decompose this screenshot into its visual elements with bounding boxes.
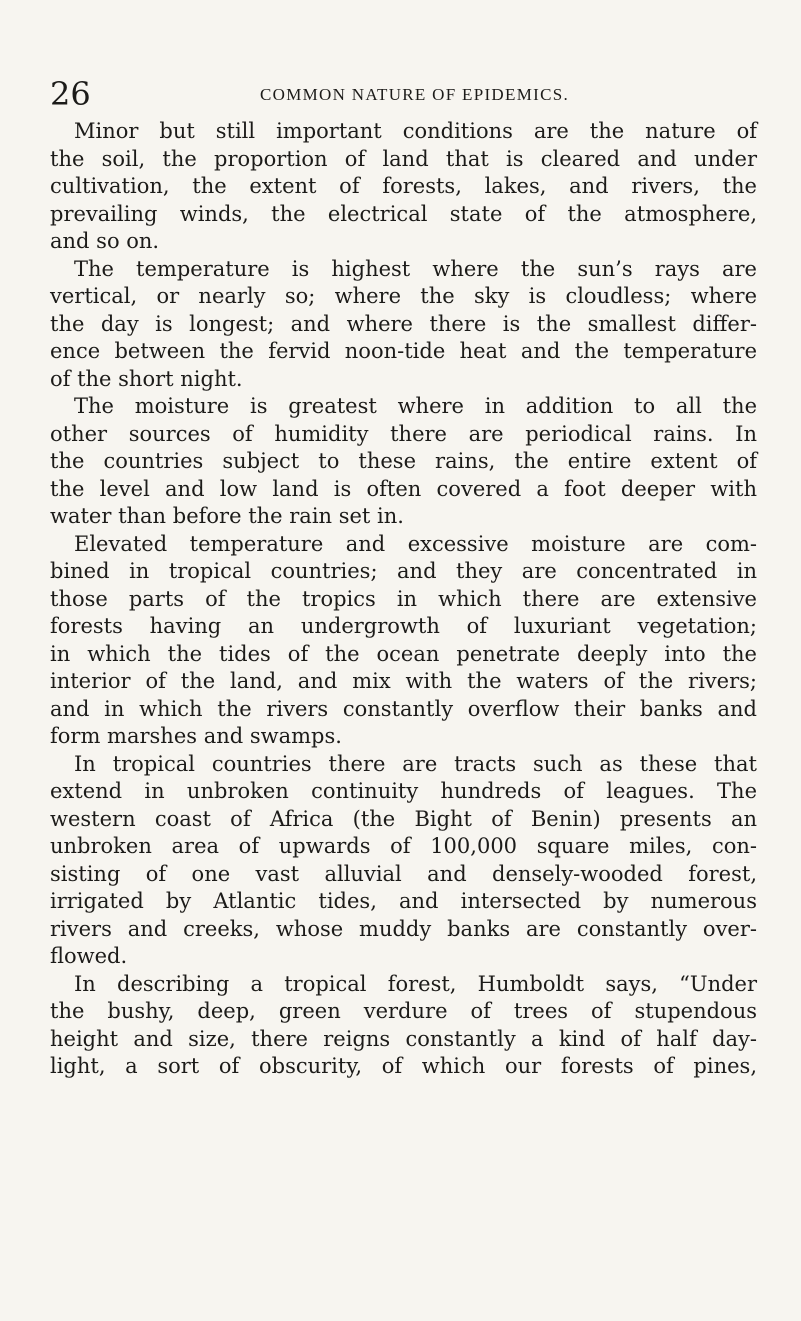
text-line: other sources of humidity there are periodical rains. In <box>50 421 757 446</box>
text-line: western coast of Africa (the Bight of Benin) presents an <box>50 806 757 831</box>
text-line: flowed. <box>50 944 128 968</box>
text-line: ence between the fervid noon-tide heat and the temperature <box>50 339 757 363</box>
text-line: height and size, there reigns constantly a kind of half day- <box>50 1026 757 1051</box>
text-line: Elevated temperature and excessive moisture are com- <box>74 531 757 556</box>
text-line: cultivation, the extent of forests, lakes, and rivers, the <box>50 174 757 198</box>
text-line: vertical, or nearly so; where the sky is cloudless; where <box>50 284 757 308</box>
text-line: unbroken area of upwards of 100,000 square miles, con- <box>50 834 757 858</box>
text-line: forests having an undergrowth of luxuriant vegetation; <box>50 614 757 638</box>
text-line: the soil, the proportion of land that is cleared and under <box>50 146 757 171</box>
text-line: In tropical countries there are tracts such as these that <box>74 751 757 776</box>
text-line: Minor but still important conditions are the nature of <box>74 119 757 143</box>
body-text <box>50 118 757 1081</box>
text-line: bined in tropical countries; and they are concentrated in <box>50 559 757 583</box>
text-line: water than before the rain set in. <box>50 504 404 528</box>
text-line: the level and low land is often covered a foot deeper with <box>50 476 757 501</box>
text-line: sisting of one vast alluvial and densely-wooded forest, <box>50 861 757 886</box>
text-line: form marshes and swamps. <box>50 724 342 748</box>
text-line: irrigated by Atlantic tides, and intersected by numerous <box>50 889 757 913</box>
text-line: the countries subject to these rains, the entire extent of <box>50 449 757 473</box>
text-line: the day is longest; and where there is the smallest differ- <box>50 311 757 336</box>
text-line: and so on. <box>50 229 160 253</box>
text-line: extend in unbroken continuity hundreds of leagues. The <box>50 779 757 803</box>
text-line: light, a sort of obscurity, of which our forests of pines, <box>50 1054 757 1078</box>
text-line: prevailing winds, the electrical state of the atmosphere, <box>50 201 757 226</box>
text-line: interior of the land, and mix with the waters of the rivers; <box>50 669 757 693</box>
text-line: and in which the rivers constantly overflow their banks and <box>50 696 757 721</box>
text-line: those parts of the tropics in which there are extensive <box>50 586 757 611</box>
text-line: The temperature is highest where the sun’s rays are <box>74 256 757 281</box>
page-header <box>50 74 761 114</box>
text-line: in which the tides of the ocean penetrate deeply into the <box>50 641 757 666</box>
text-line: The moisture is greatest where in addition to all the <box>74 394 757 418</box>
running-head: COMMON NATURE OF EPIDEMICS. <box>260 85 570 104</box>
text-line: rivers and creeks, whose muddy banks are constantly over- <box>50 916 757 941</box>
text-line: of the short night. <box>50 366 243 391</box>
page-number: 26 <box>50 75 91 113</box>
text-line: In describing a tropical forest, Humboldt says, “Under <box>74 971 757 996</box>
text-line: the bushy, deep, green verdure of trees of stupendous <box>50 999 757 1023</box>
